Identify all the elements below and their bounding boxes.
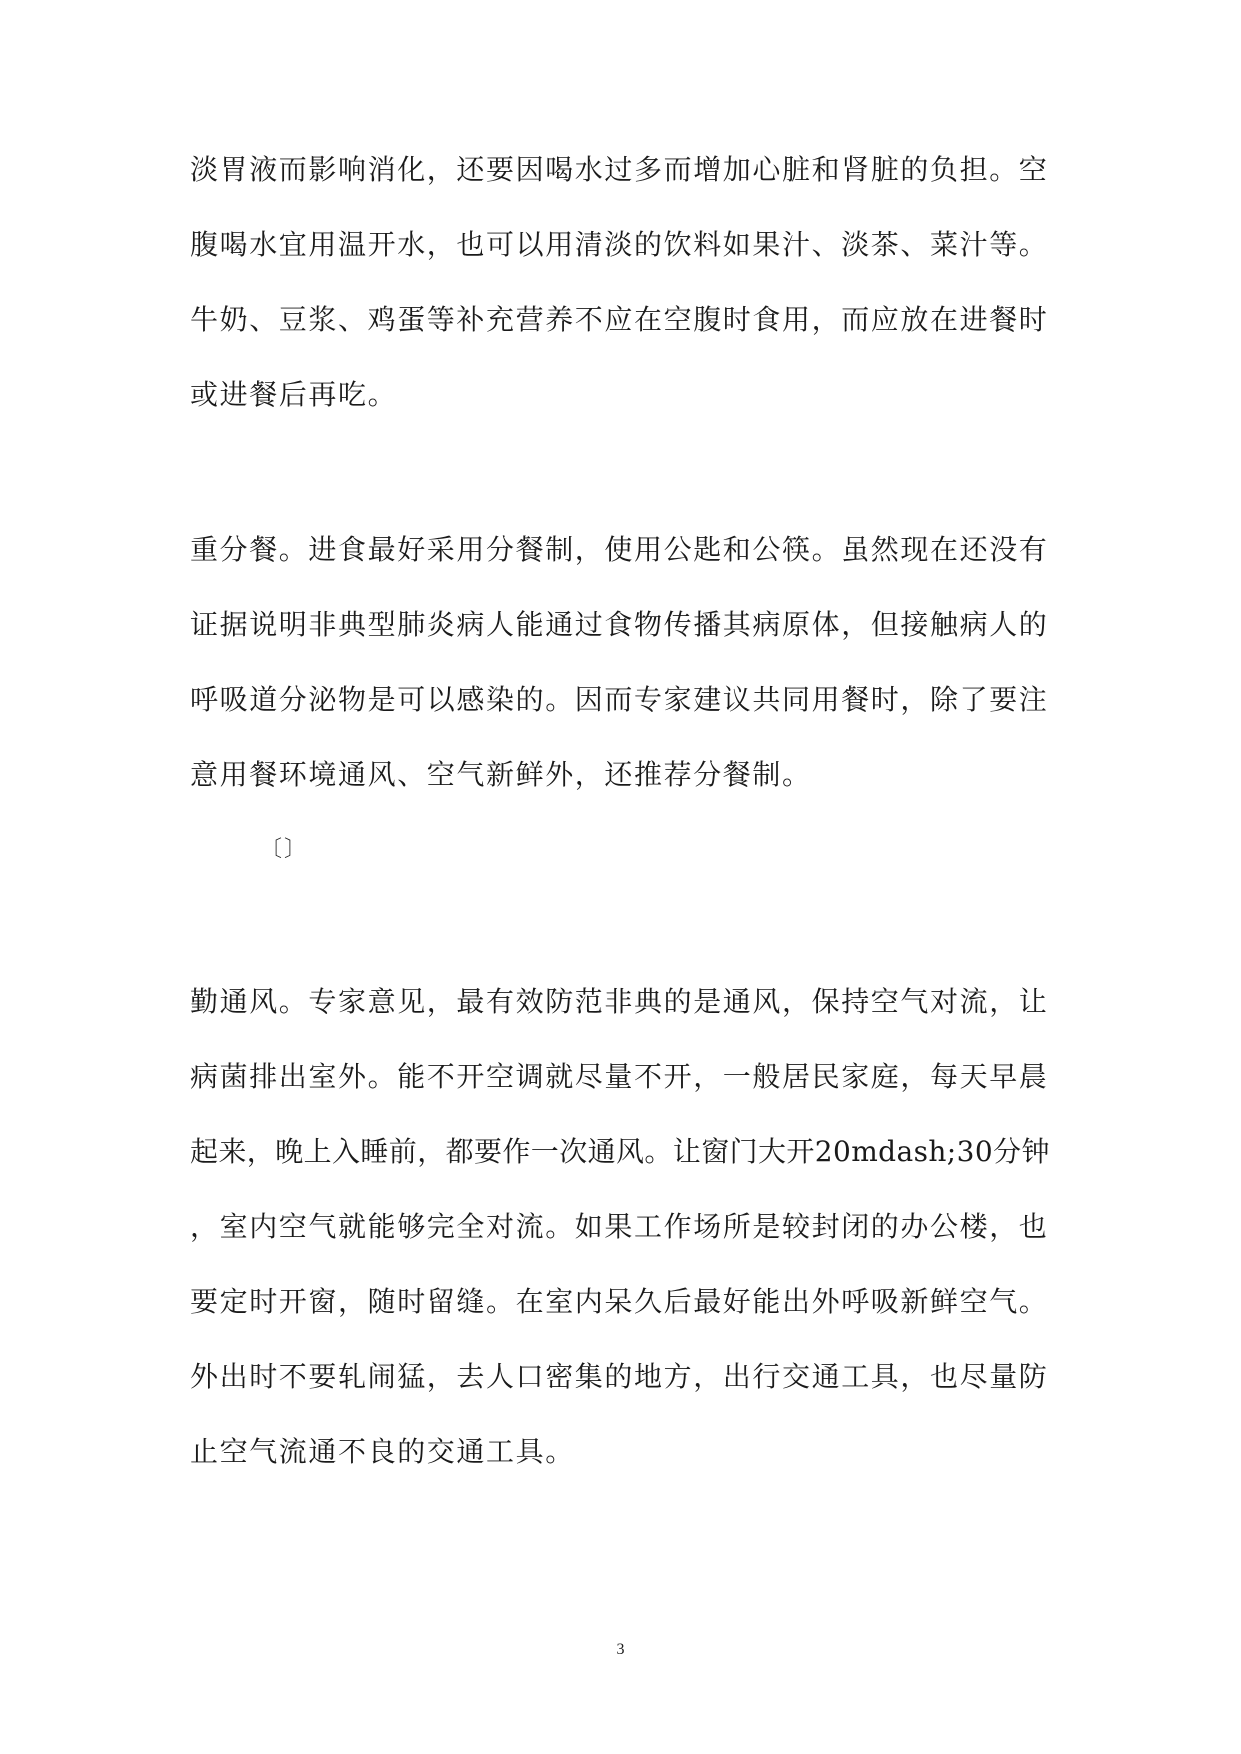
paragraph-4-line-3: 起来，晚上入睡前，都要作一次通风。让窗门大开20mdash;30分钟 xyxy=(190,1135,1050,1168)
page-number: 3 xyxy=(616,1641,625,1658)
paragraph-1-line-1: 淡胃液而影响消化，还要因喝水过多而增加心脏和肾脏的负担。空 xyxy=(190,153,1049,186)
paragraph-2-line-3: 呼吸道分泌物是可以感染的。因而专家建议共同用餐时，除了要注 xyxy=(190,683,1049,716)
paragraph-4-line-7: 止空气流通不良的交通工具。 xyxy=(190,1435,575,1468)
paragraph-4-line-6: 外出时不要轧闹猛，去人口密集的地方，出行交通工具，也尽量防 xyxy=(190,1360,1049,1393)
paragraph-4-line-5: 要定时开窗，随时留缝。在室内呆久后最好能出外呼吸新鲜空气。 xyxy=(190,1285,1049,1318)
paragraph-2-line-4: 意用餐环境通风、空气新鲜外，还推荐分餐制。 xyxy=(190,758,812,791)
paragraph-4-line-4: ，室内空气就能够完全对流。如果工作场所是较封闭的办公楼，也 xyxy=(190,1210,1049,1243)
paragraph-2-line-1: 重分餐。进食最好采用分餐制，使用公匙和公筷。虽然现在还没有 xyxy=(190,533,1049,566)
paragraph-1-line-4: 或进餐后再吃。 xyxy=(190,378,398,411)
paragraph-1-line-2: 腹喝水宜用温开水，也可以用清淡的饮料如果汁、淡茶、菜汁等。 xyxy=(190,228,1049,261)
paragraph-4-line-1: 勤通风。专家意见，最有效防范非典的是通风，保持空气对流，让 xyxy=(190,985,1049,1018)
paragraph-1-line-3: 牛奶、豆浆、鸡蛋等补充营养不应在空腹时食用，而应放在进餐时 xyxy=(190,303,1049,336)
paragraph-2-line-2: 证据说明非典型肺炎病人能通过食物传播其病原体，但接触病人的 xyxy=(190,608,1049,641)
paragraph-4-line-2: 病菌排出室外。能不开空调就尽量不开，一般居民家庭，每天早晨 xyxy=(190,1060,1049,1093)
bracket-placeholder: 〔〕 xyxy=(260,837,309,862)
